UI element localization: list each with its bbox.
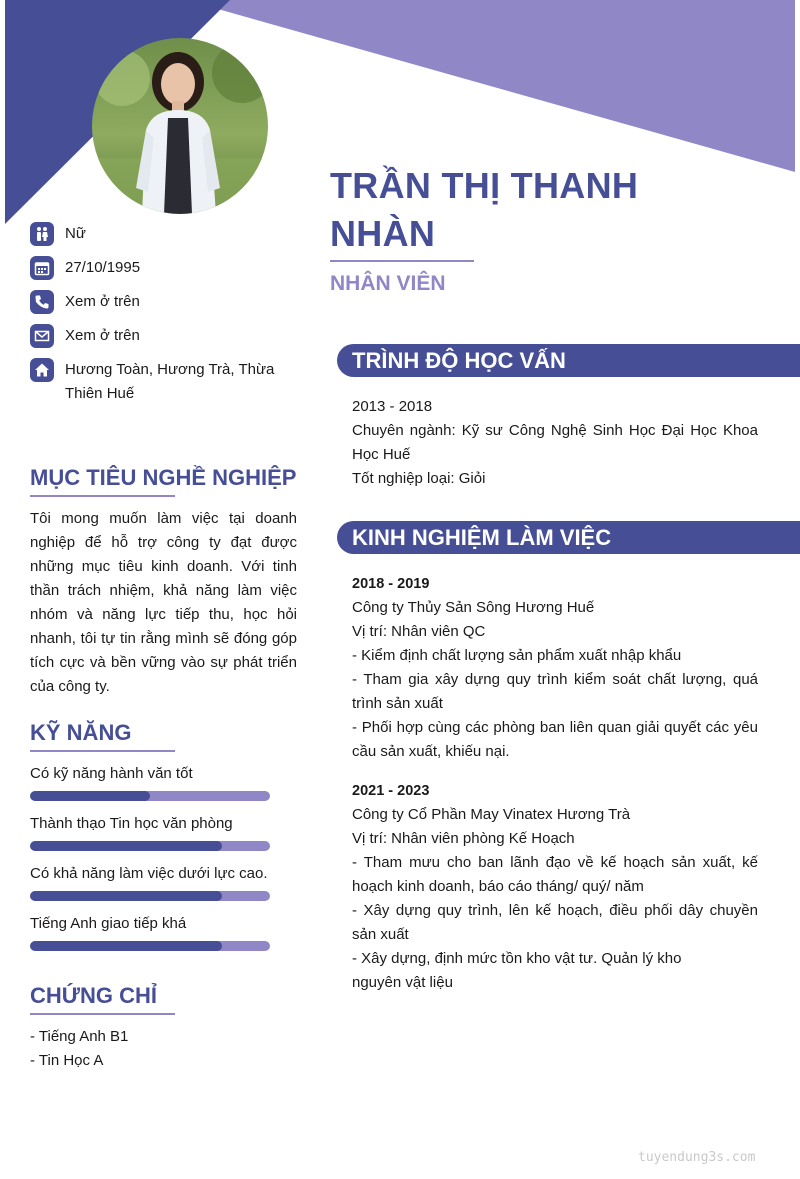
education-grade: Tốt nghiệp loại: Giỏi xyxy=(352,470,486,487)
phone-icon xyxy=(30,290,54,314)
job-duty: - Tham mưu cho ban lãnh đạo về kế hoạch sản xuất, kế hoạch kinh doanh, báo cáo tháng/ quý/ năm xyxy=(352,854,758,895)
contact-address-text: Hương Toàn, Hương Trà, Thừa Thiên Huế xyxy=(65,361,275,402)
skill-bar xyxy=(30,791,270,801)
certificate-item: - Tin Học A xyxy=(30,1052,104,1069)
job-position: Vị trí: Nhân viên QC xyxy=(352,623,486,640)
job-duty: - Xây dựng, định mức tồn kho vật tư. Quản lý kho xyxy=(352,950,682,967)
job-position: Vị trí: Nhân viên phòng Kế Hoạch xyxy=(352,830,575,847)
certificates-divider xyxy=(30,1013,175,1015)
person-name-line1: TRẦN THỊ THANH xyxy=(330,165,639,206)
job-duty: nguyên vật liệu xyxy=(352,974,453,991)
mail-icon xyxy=(30,324,54,348)
objective-text: Tôi mong muốn làm việc tại doanh nghiệp để hỗ trợ công ty đạt được những mục tiêu kinh doanh. Với tinh thần trách nhiệm, khả năng làm việc nhóm và năng lực tiếp thu, học hỏi nhanh, tôi tự tin rằng mình sẽ đóng góp tích cực và bền vững vào sự phát triển của công ty. xyxy=(30,510,297,695)
person-name xyxy=(330,162,690,258)
name-divider xyxy=(330,260,474,262)
contact-phone xyxy=(30,290,310,314)
profile-photo xyxy=(92,38,268,214)
header-triangle-light xyxy=(186,0,795,172)
education-major: Chuyên ngành: Kỹ sư Công Nghệ Sinh Học Đại Học Khoa Học Huế xyxy=(352,422,758,463)
skill-bar-fill xyxy=(30,791,150,801)
contact-address xyxy=(30,358,310,406)
education-heading: TRÌNH ĐỘ HỌC VẤN xyxy=(337,344,800,377)
person-name-line2: NHÀN xyxy=(330,213,436,254)
job-company: Công ty Thủy Sản Sông Hương Huế xyxy=(352,599,595,616)
skill-bar xyxy=(30,891,270,901)
skill-bar xyxy=(30,841,270,851)
skill-label: Có khả năng làm việc dưới lực cao. xyxy=(30,865,268,882)
skill-bar xyxy=(30,941,270,951)
contact-email xyxy=(30,324,310,348)
skill-bar-fill xyxy=(30,891,222,901)
experience-heading: KINH NGHIỆM LÀM VIỆC xyxy=(337,521,800,554)
job-duty: - Xây dựng quy trình, lên kế hoạch, điều phối dây chuyền sản xuất xyxy=(352,902,758,943)
contact-phone-text: Xem ở trên xyxy=(65,293,140,310)
calendar-icon xyxy=(30,256,54,280)
gender-icon xyxy=(30,222,54,246)
job-period: 2021 - 2023 xyxy=(352,783,430,799)
job-title: NHÂN VIÊN xyxy=(330,272,446,295)
job-duty: - Phối hợp cùng các phòng ban liên quan giải quyết các yêu cầu sản xuất, khiếu nại. xyxy=(352,719,758,760)
job-duty: - Kiểm định chất lượng sản phẩm xuất nhập khẩu xyxy=(352,647,682,664)
job-company: Công ty Cổ Phần May Vinatex Hương Trà xyxy=(352,806,631,823)
objective-divider xyxy=(30,495,175,497)
certificate-item: - Tiếng Anh B1 xyxy=(30,1028,129,1045)
education-period: 2013 - 2018 xyxy=(352,398,433,415)
objective-heading: MỤC TIÊU NGHỀ NGHIỆP xyxy=(30,465,297,490)
certificates-heading: CHỨNG CHỈ xyxy=(30,983,158,1008)
skill-label: Có kỹ năng hành văn tốt xyxy=(30,765,193,782)
skill-label: Tiếng Anh giao tiếp khá xyxy=(30,915,187,932)
contact-gender xyxy=(30,222,310,246)
skill-bar-fill xyxy=(30,841,222,851)
skills-heading: KỸ NĂNG xyxy=(30,720,132,745)
contact-birthday-text: 27/10/1995 xyxy=(65,259,141,276)
watermark: tuyendung3s.com xyxy=(638,1150,756,1165)
home-icon xyxy=(30,358,54,382)
contact-birthday xyxy=(30,256,310,280)
job-period: 2018 - 2019 xyxy=(352,576,430,592)
skill-label: Thành thạo Tin học văn phòng xyxy=(30,815,233,832)
skills-divider xyxy=(30,750,175,752)
contact-gender-text: Nữ xyxy=(65,225,86,242)
job-duty: - Tham gia xây dựng quy trình kiểm soát chất lượng, quá trình sản xuất xyxy=(352,671,758,712)
skill-bar-fill xyxy=(30,941,222,951)
contact-email-text: Xem ở trên xyxy=(65,327,140,344)
